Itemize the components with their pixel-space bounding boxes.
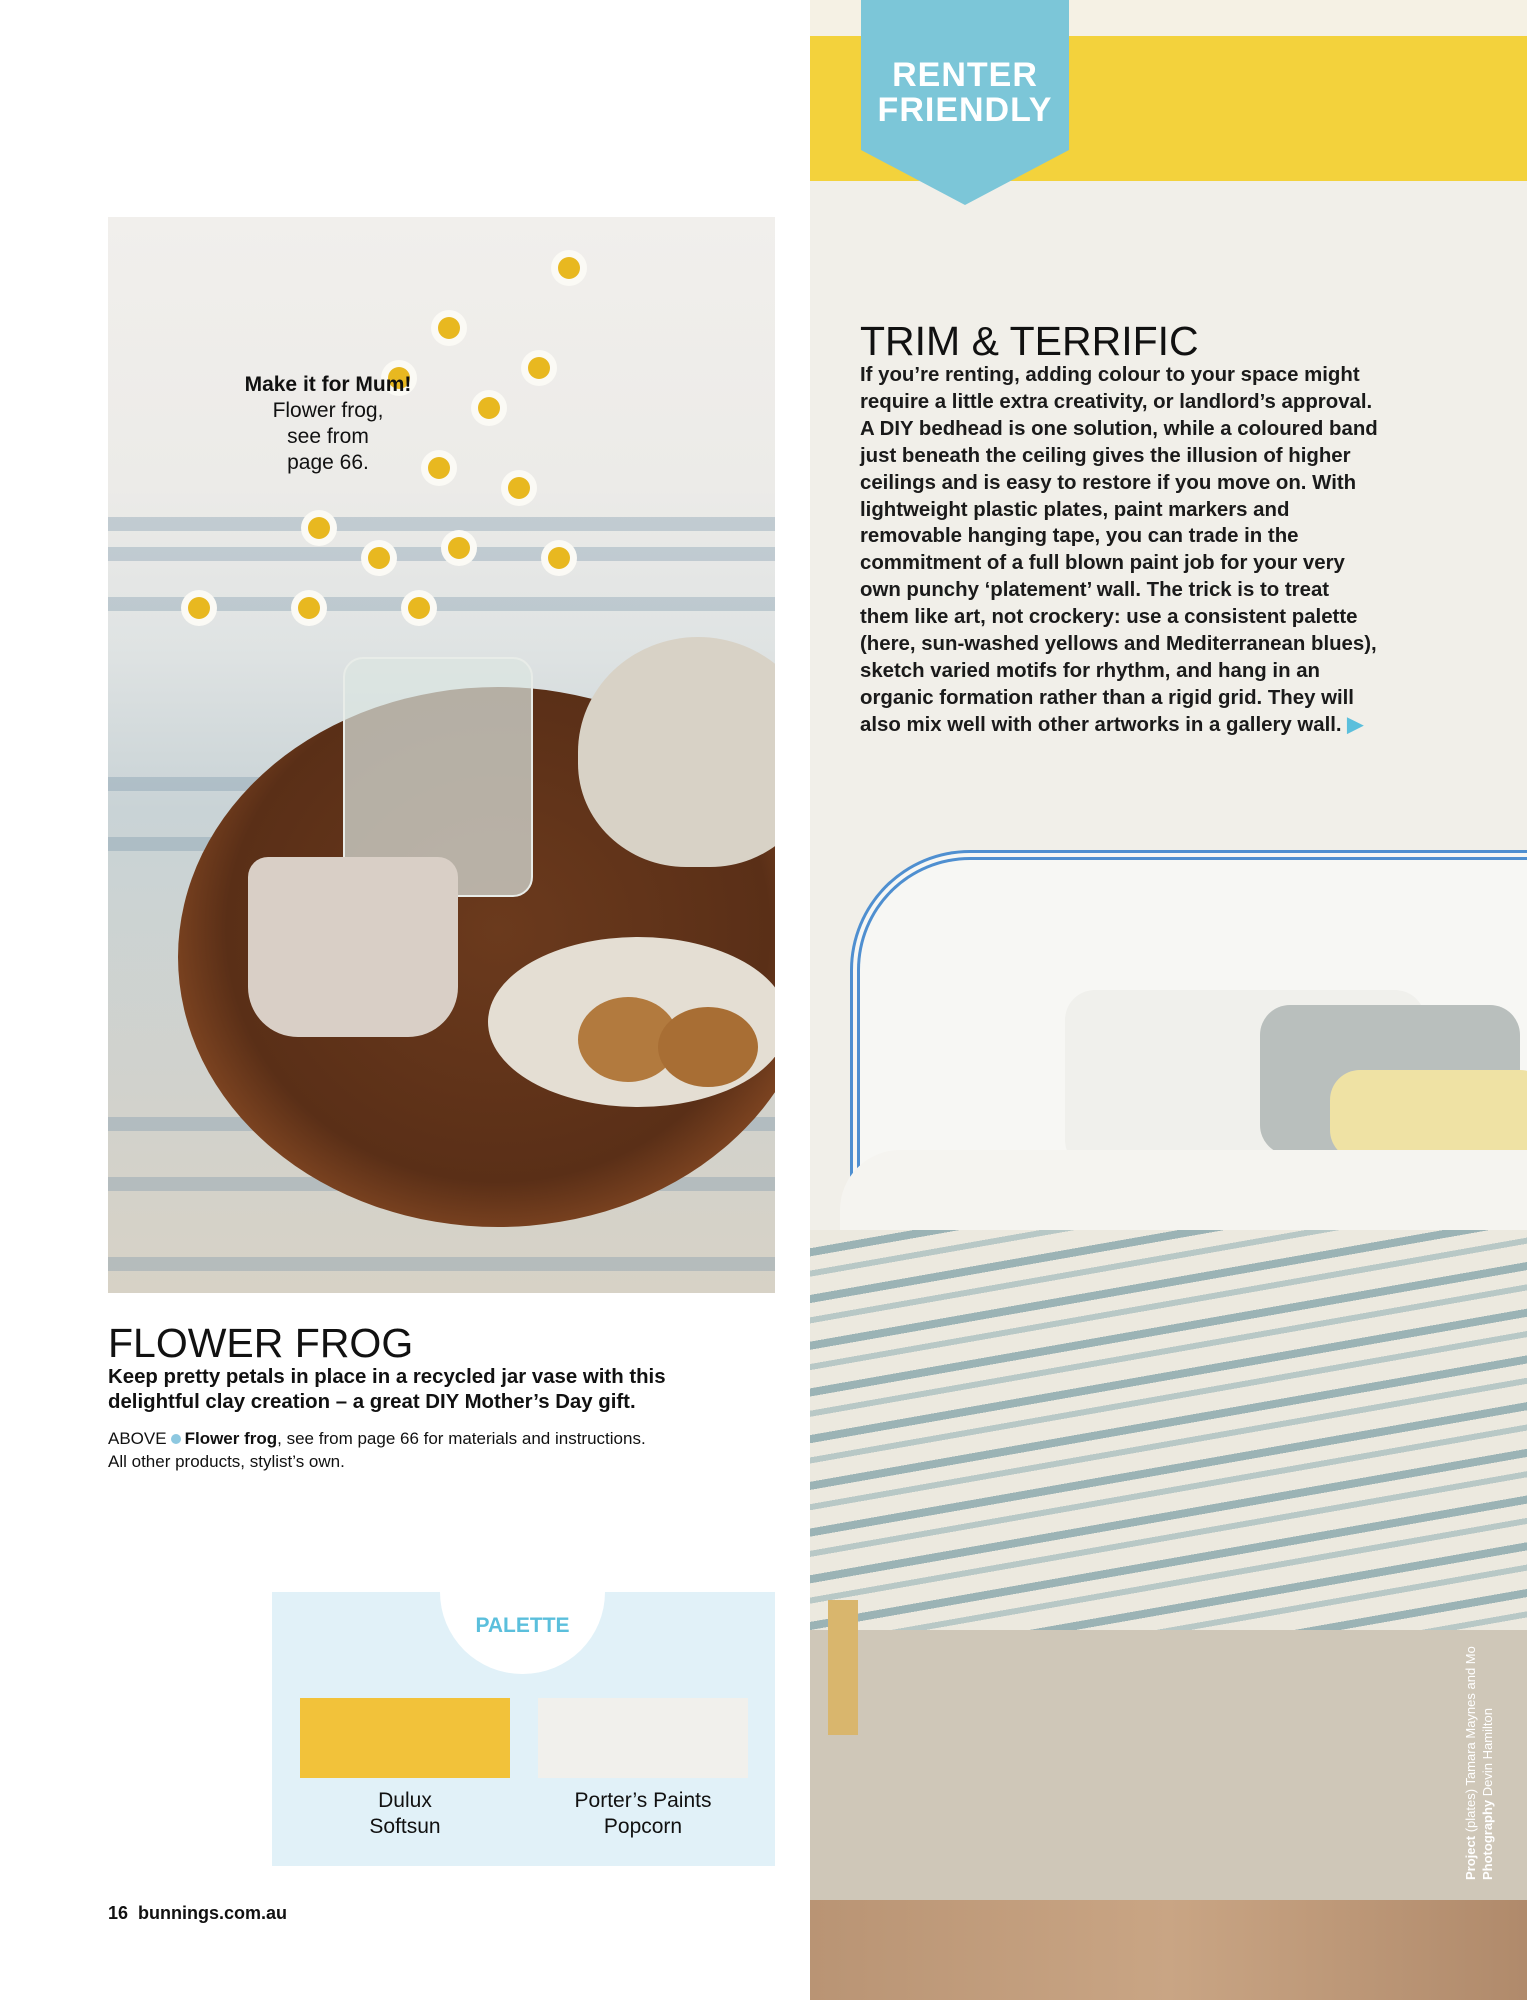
breakfast-tray-photo — [108, 217, 775, 1293]
callout-line: page 66. — [287, 451, 369, 474]
page-number: 16 — [108, 1903, 129, 1923]
caption-text: All other products, stylist’s own. — [108, 1452, 345, 1471]
badge-label — [861, 58, 1069, 128]
callout-title: Make it for Mum! — [244, 373, 412, 396]
mug — [248, 857, 458, 1037]
swatch-brand: Porter’s Paints — [574, 1789, 712, 1812]
credit-text: Devin Hamilton — [1480, 1708, 1495, 1800]
timber-floor — [810, 1900, 1527, 2000]
palette-label: PALETTE — [475, 1614, 570, 1637]
body-text: If you’re renting, adding colour to your space might require a little extra creativity, or landlord’s approval. A DIY bedhead is one solution, while a coloured band just beneath the ceiling gives the illusion of higher ceilings and is easy to restore if you move on. With lightweight plastic plates, paint markers and removable hanging tape, you can trade in the commitment of a full blown paint job for your very own punchy ‘platement’ wall. The trick is to treat them like art, not crockery: use a consistent palette (here, sun-washed yellows and Mediterranean blues), sketch varied motifs for rhythm, and hang in an organic formation rather than a rigid grid. They will also mix well with other artworks in a gallery wall. — [860, 364, 1378, 736]
credit-label: Photography — [1480, 1799, 1495, 1880]
caption-text: , see from page 66 for materials and instructions. — [277, 1429, 646, 1448]
credit-label: Project — [1463, 1835, 1478, 1880]
callout-line: Flower frog, — [272, 399, 384, 422]
photo-credits — [1462, 1646, 1496, 1880]
bed-leg — [828, 1600, 858, 1735]
badge-line: RENTER — [892, 56, 1038, 94]
section-deck: Keep pretty petals in place in a recycled jar vase with this delightful clay creation – a great DIY Mother’s Day gift. — [108, 1366, 666, 1413]
article-body — [860, 362, 1380, 739]
photo-caption — [108, 1427, 758, 1473]
continue-arrow-icon: ▶ — [1347, 713, 1363, 736]
page-footer — [108, 1903, 287, 1924]
swatch-name-popcorn — [538, 1788, 748, 1840]
photo-callout — [228, 372, 428, 476]
badge-line: FRIENDLY — [877, 91, 1053, 129]
section-title: FLOWER FROG — [108, 1320, 414, 1366]
callout-line: see from — [287, 425, 369, 448]
caption-label: ABOVE — [108, 1429, 167, 1448]
caption-bold: Flower frog — [184, 1429, 278, 1448]
bedroom-photo — [810, 0, 1527, 2000]
swatch-popcorn — [538, 1698, 748, 1778]
cookie — [658, 1007, 758, 1087]
cushion — [1330, 1070, 1527, 1160]
swatch-colour: Popcorn — [603, 1815, 683, 1838]
swatch-softsun — [300, 1698, 510, 1778]
teapot — [578, 637, 775, 867]
swatch-brand: Dulux — [378, 1789, 432, 1812]
striped-throw — [810, 1230, 1527, 1630]
website: bunnings.com.au — [138, 1903, 288, 1923]
credit-text: (plates) Tamara Maynes and Mo — [1463, 1646, 1478, 1836]
swatch-name-softsun — [300, 1788, 510, 1840]
article-title: TRIM & TERRIFIC — [860, 318, 1199, 364]
swatch-colour: Softsun — [369, 1815, 441, 1838]
bullet-dot-icon — [171, 1434, 181, 1444]
